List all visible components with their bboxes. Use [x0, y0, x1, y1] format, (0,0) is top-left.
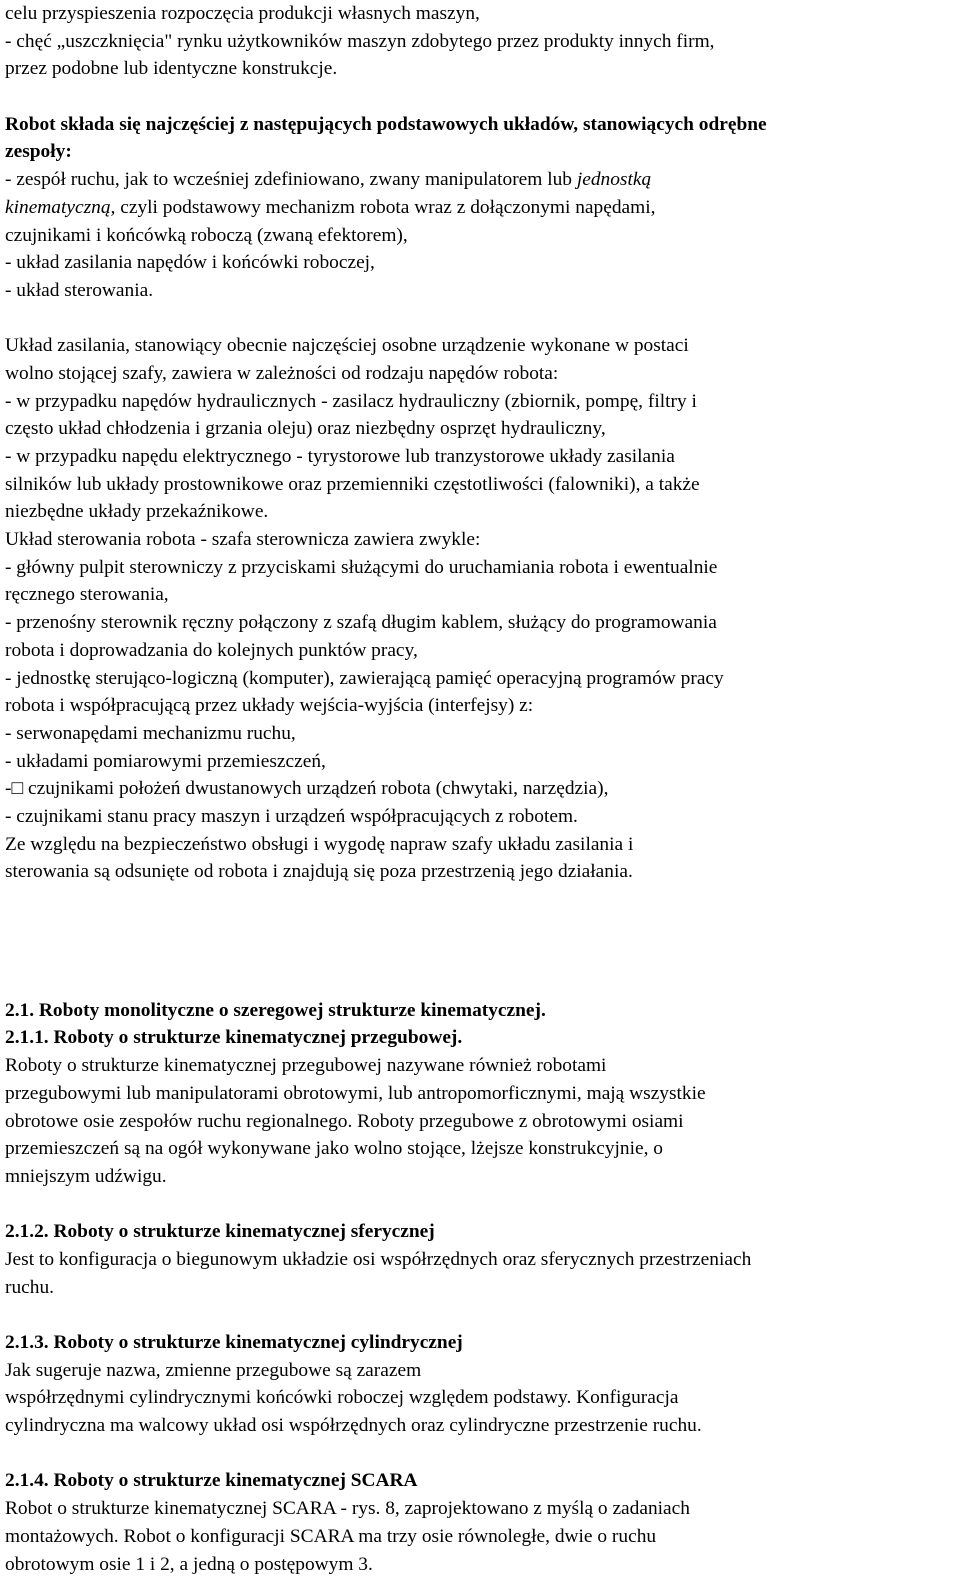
components-heading-cont: zespoły: — [5, 141, 72, 163]
text-line: często układ chłodzenia i grzania oleju) oraz niezbędny osprzęt hydrauliczny, — [5, 418, 606, 440]
paragraph-gap — [5, 1440, 955, 1468]
text-line: - w przypadku napędu elektrycznego - tyrystorowe lub tranzystorowe układy zasilania — [5, 446, 675, 467]
paragraph-gap — [5, 1191, 955, 1219]
text-line: Jak sugeruje nazwa, zmienne przegubowe są zarazem — [5, 1359, 422, 1381]
subsection-heading: 2.1.4. Roboty o strukturze kinematycznej SCARA — [5, 1470, 418, 1492]
italic-term: kinematyczną, — [5, 196, 116, 218]
text-line: obrotowe osie zespołów ruchu regionalnego. Roboty przegubowe z obrotowymi osiami — [5, 1110, 684, 1132]
text-line: - czujnikami stanu pracy maszyn i urządzeń współpracujących z robotem. — [5, 805, 578, 827]
text-line: silników lub układy prostownikowe oraz przemienniki częstotliwości (falowniki), a także — [5, 473, 700, 495]
intro-paragraph — [5, 0, 955, 83]
paragraph-gap — [5, 1301, 955, 1329]
subsection-heading: 2.1.3. Roboty o strukturze kinematycznej cylindrycznej — [5, 1332, 463, 1354]
text-line: sterowania są odsunięte od robota i znajdują się poza przestrzenią jego działania. — [5, 861, 633, 883]
text-line: współrzędnymi cylindrycznymi końcówki roboczej względem podstawy. Konfiguracja — [5, 1387, 679, 1409]
text-line: - chęć „uszczknięcia" rynku użytkowników maszyn zdobytego przez produkty innych firm, — [5, 30, 715, 52]
text-line: obrotowym osie 1 i 2, a jedną o postępowym 3. — [5, 1553, 373, 1575]
subsection-heading: 2.1.2. Roboty o strukturze kinematycznej sferycznej — [5, 1221, 435, 1243]
component-item-power: - układ zasilania napędów i końcówki roboczej, — [5, 252, 375, 274]
text-line: - główny pulpit sterowniczy z przyciskami służącymi do uruchamiania robota i ewentualnie — [5, 556, 718, 578]
text-line: przemieszczeń są na ogół wykonywane jako wolno stojące, lżejsze konstrukcyjnie, o — [5, 1138, 663, 1160]
text-line: przegubowymi lub manipulatorami obrotowymi, lub antropomorficznymi, mają wszystkie — [5, 1082, 706, 1104]
text-line: robota i współpracującą przez układy wejścia-wyjścia (interfejsy) z: — [5, 695, 534, 717]
paragraph-gap — [5, 83, 955, 111]
component-item-motion — [5, 166, 955, 194]
text-line: montażowych. Robot o konfiguracji SCARA ma trzy osie równoległe, dwie o ruchu — [5, 1525, 657, 1547]
components-heading: Robot składa się najczęściej z następujących podstawowych układów, stanowiących odrębne — [5, 113, 767, 135]
components-paragraph — [5, 111, 955, 305]
text-line: przez podobne lub identyczne konstrukcje. — [5, 58, 338, 80]
text-line: Roboty o strukturze kinematycznej przegubowej nazywane również robotami — [5, 1055, 607, 1077]
paragraph-gap — [5, 305, 955, 333]
text-line: Układ sterowania robota - szafa sterownicza zawiera zwykle: — [5, 529, 481, 551]
text-span: - zespół ruchu, jak to wcześniej zdefiniowano, zwany manipulatorem lub — [5, 169, 577, 191]
text-line: cylindryczna ma walcowy układ osi współrzędnych oraz cylindryczne przestrzenie ruchu. — [5, 1415, 702, 1437]
text-span: czyli podstawowy mechanizm robota wraz z dołączonymi napędami, — [115, 196, 656, 218]
text-line: robota i doprowadzania do kolejnych punktów pracy, — [5, 639, 418, 661]
section-heading: 2.1. Roboty monolityczne o szeregowej strukturze kinematycznej. — [5, 999, 546, 1021]
italic-term: jednostką — [576, 169, 652, 191]
text-line: ręcznego sterowania, — [5, 584, 169, 606]
power-control-paragraph — [5, 332, 955, 886]
subsection-heading: 2.1.1. Roboty o strukturze kinematycznej przegubowej. — [5, 1027, 463, 1049]
text-line: Robot o strukturze kinematycznej SCARA - rys. 8, zaprojektowano z myślą o zadaniach — [5, 1498, 690, 1520]
text-line: niezbędne układy przekaźnikowe. — [5, 501, 269, 523]
text-line: - serwonapędami mechanizmu ruchu, — [5, 722, 296, 744]
text-line: Jest to konfiguracja o biegunowym układzie osi współrzędnych oraz sferycznych przestrzeniach — [5, 1248, 752, 1270]
text-line: - w przypadku napędów hydraulicznych - zasilacz hydrauliczny (zbiornik, pompę, filtry i — [5, 390, 697, 412]
text-line: wolno stojącej szafy, zawiera w zależności od rodzaju napędów robota: — [5, 362, 559, 384]
component-item-control: - układ sterowania. — [5, 279, 154, 301]
text-line: - przenośny sterownik ręczny połączony z szafą długim kablem, służący do programowania — [5, 612, 717, 634]
section-2-1 — [5, 997, 955, 1578]
component-item-motion-cont — [5, 194, 955, 222]
text-line: ruchu. — [5, 1276, 54, 1298]
text-line: Ze względu na bezpieczeństwo obsługi i wygodę napraw szafy układu zasilania i — [5, 833, 634, 855]
section-gap — [5, 886, 955, 997]
text-line: mniejszym udźwigu. — [5, 1165, 167, 1187]
text-line: celu przyspieszenia rozpoczęcia produkcji własnych maszyn, — [5, 3, 480, 24]
component-item-motion-cont: czujnikami i końcówką roboczą (zwaną efektorem), — [5, 224, 408, 246]
text-line: Układ zasilania, stanowiący obecnie najczęściej osobne urządzenie wykonane w postaci — [5, 335, 689, 357]
document-page — [5, 0, 955, 1578]
text-line: - układami pomiarowymi przemieszczeń, — [5, 750, 326, 772]
text-line: - jednostkę sterująco-logiczną (komputer), zawierającą pamięć operacyjną programów pracy — [5, 667, 724, 689]
text-line: -□ czujnikami położeń dwustanowych urządzeń robota (chwytaki, narzędzia), — [5, 778, 609, 800]
